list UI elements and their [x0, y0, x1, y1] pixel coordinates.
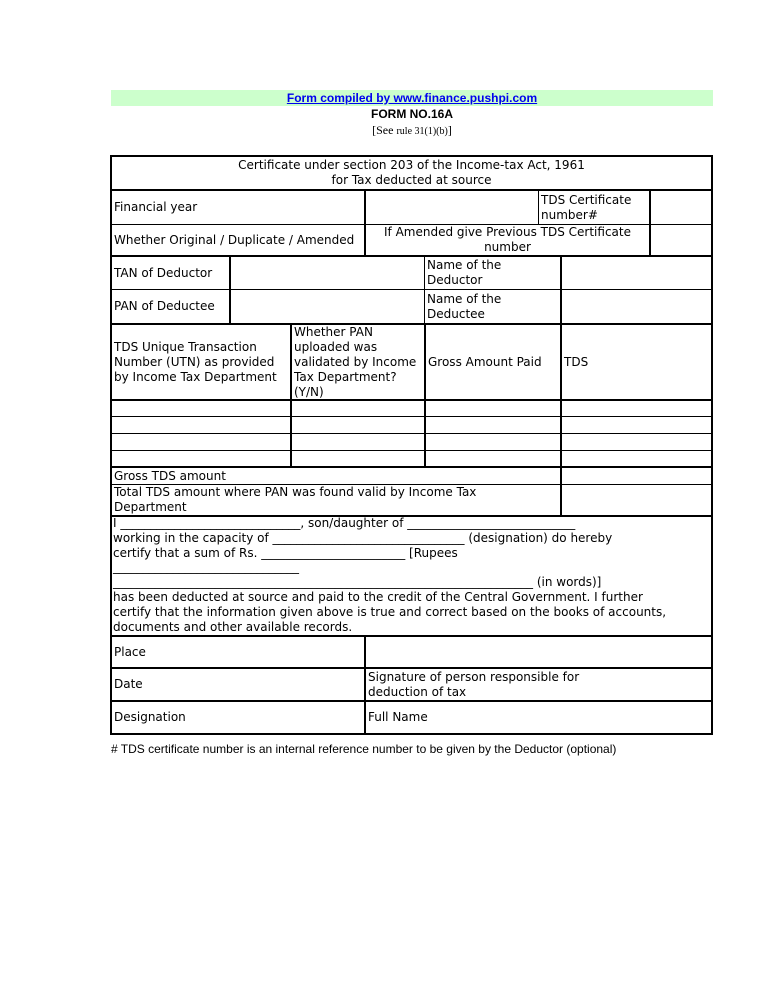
table-row-cell[interactable]	[292, 417, 424, 433]
form-number: FORM NO.16A	[370, 107, 453, 121]
certificate-title-line2: for Tax deducted at source	[331, 173, 492, 187]
certificate-title-line1: Certificate under section 203 of the Income-tax Act, 1961	[238, 158, 585, 172]
certification-line: has been deducted at source and paid to the credit of the Central Government. I further	[113, 589, 643, 604]
compiled-by-link[interactable]: Form compiled by www.finance.pushpi.com	[286, 91, 538, 105]
table-row-cell[interactable]	[112, 417, 290, 433]
gross-tds-amount-value[interactable]	[562, 468, 711, 484]
certification-line: working in the capacity of ________________________________ (designation) do hereby	[113, 530, 613, 545]
certification-line: certify that a sum of Rs. ________________________ [Rupees	[113, 545, 458, 560]
if-amended-label: If Amended give Previous TDS Certificate number	[383, 225, 631, 254]
border-bottom	[110, 733, 713, 735]
table-row-cell[interactable]	[426, 401, 560, 416]
tds-certificate-number-label: TDS Certificate number#	[541, 192, 632, 222]
table-row-cell[interactable]	[292, 401, 424, 416]
place-value[interactable]	[366, 637, 711, 667]
certification-line: certify that the information given above is true and correct based on the books of accounts,	[113, 604, 667, 619]
certification-line: documents and other available records.	[113, 619, 353, 634]
header-tds: TDS	[564, 354, 589, 369]
gross-tds-amount-label: Gross TDS amount	[114, 468, 226, 483]
border-right	[711, 155, 713, 735]
table-row-cell[interactable]	[562, 401, 711, 416]
name-of-deductor-label: Name of the Deductor	[427, 258, 502, 287]
designation-label: Designation	[114, 710, 186, 724]
table-row-cell[interactable]	[112, 401, 290, 416]
pan-of-deductee-value[interactable]	[231, 290, 424, 323]
table-row-cell[interactable]	[426, 434, 560, 450]
table-row-cell[interactable]	[562, 451, 711, 466]
compiled-by-banner	[111, 90, 713, 106]
full-name-label: Full Name	[368, 710, 428, 724]
name-of-deductee-label: Name of the Deductee	[427, 291, 502, 321]
name-of-deductor-value[interactable]	[562, 257, 711, 289]
table-row-cell[interactable]	[112, 434, 290, 450]
date-label: Date	[114, 677, 143, 691]
rule-open: [See	[372, 123, 397, 137]
place-label: Place	[114, 644, 146, 659]
footnote: # TDS certificate number is an internal reference number to be given by the Deductor (optional)	[111, 742, 617, 756]
pan-of-deductee-label: PAN of Deductee	[114, 299, 215, 313]
name-of-deductee-value[interactable]	[562, 290, 711, 323]
table-row-cell[interactable]	[292, 434, 424, 450]
table-row-cell[interactable]	[562, 434, 711, 450]
tds-certificate-number-value[interactable]	[651, 191, 711, 224]
certification-line: _______________________________	[113, 560, 299, 575]
financial-year-label: Financial year	[114, 200, 198, 214]
header-gross-amount-paid: Gross Amount Paid	[428, 354, 542, 369]
rule-reference	[111, 123, 713, 139]
header-utn: TDS Unique Transaction Number (UTN) as provided by Income Tax Department	[114, 339, 277, 384]
table-row-cell[interactable]	[562, 417, 711, 433]
table-row-cell[interactable]	[292, 451, 424, 466]
tan-of-deductor-value[interactable]	[231, 257, 424, 289]
financial-year-value[interactable]	[366, 191, 538, 224]
header-pan-validated: Whether PAN uploaded was validated by Income Tax Department? (Y/N)	[294, 325, 417, 399]
original-duplicate-amended-label: Whether Original / Duplicate / Amended	[114, 232, 355, 247]
table-row-cell[interactable]	[426, 451, 560, 466]
rule-close: ]	[447, 123, 452, 137]
certification-text	[111, 516, 711, 634]
certification-line: I ______________________________, son/daughter of ____________________________	[113, 516, 576, 530]
table-row-cell[interactable]	[112, 451, 290, 466]
rule-ref: rule 31(1)(b)	[396, 126, 448, 137]
previous-certificate-number-value[interactable]	[651, 225, 711, 255]
tan-of-deductor-label: TAN of Deductor	[114, 265, 213, 280]
signature-label: Signature of person responsible for deduction of tax	[368, 669, 580, 699]
certificate-title	[112, 157, 711, 189]
table-row-cell[interactable]	[426, 417, 560, 433]
certification-line: ______________________________________________________________________ (in words)]	[113, 575, 602, 590]
total-tds-pan-valid-value[interactable]	[562, 485, 711, 515]
total-tds-pan-valid-label: Total TDS amount where PAN was found valid by Income Tax Department	[114, 485, 477, 514]
